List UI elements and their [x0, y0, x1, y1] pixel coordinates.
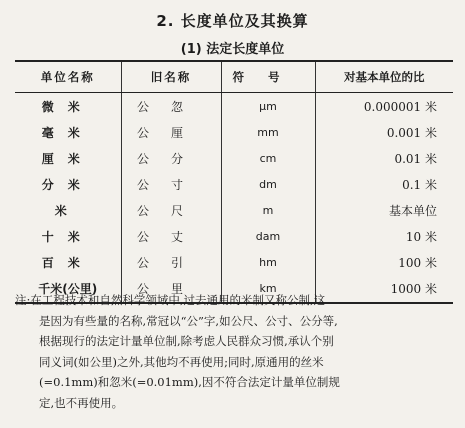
ratio-cell: 0.1 米	[402, 177, 437, 192]
symbol-cell: cm	[221, 145, 315, 171]
unit-name-cell: 毫米	[15, 119, 121, 145]
ratio-cell: 0.01 米	[394, 151, 437, 166]
symbol-cell: μm	[221, 93, 315, 120]
table-row	[15, 145, 453, 171]
symbol-cell: mm	[221, 119, 315, 145]
header-old-name: 旧名称	[121, 61, 221, 93]
old-name-cell: 公引	[121, 249, 221, 275]
header-ratio: 对基本单位的比	[315, 61, 453, 93]
old-name-cell: 公分	[121, 145, 221, 171]
footnote-line: 是因为有些量的名称,常冠以“公”字,如公尺、公寸、公分等,	[39, 313, 338, 328]
table-title: (1) 法定长度单位	[180, 42, 285, 57]
table-row	[15, 197, 453, 223]
footnote-line: 同义词(如公里)之外,其他均不再使用;同时,原通用的丝米	[39, 354, 324, 369]
unit-name-cell: 微米	[15, 93, 121, 120]
old-name-cell: 公寸	[121, 171, 221, 197]
table-row	[15, 223, 453, 249]
ratio-cell: 10 米	[405, 229, 437, 244]
ratio-cell: 100 米	[398, 255, 437, 270]
footnote-line: 定,也不再使用。	[39, 395, 124, 410]
old-name-cell: 公尺	[121, 197, 221, 223]
header-unit-name: 单位名称	[15, 61, 121, 93]
unit-name-cell: 分米	[15, 171, 121, 197]
old-name-cell: 公丈	[121, 223, 221, 249]
unit-name-cell: 千米(公里)	[15, 275, 121, 303]
table-row	[15, 119, 453, 145]
unit-name-cell: 十米	[15, 223, 121, 249]
ratio-cell: 1000 米	[390, 282, 437, 296]
footnote-line: (=0.1mm)和忽米(=0.01mm),因不符合法定计量单位制规	[39, 375, 340, 389]
symbol-cell: m	[221, 197, 315, 223]
footnote	[15, 290, 453, 413]
length-units-table	[15, 60, 453, 304]
symbol-cell: hm	[221, 249, 315, 275]
unit-name-cell: 厘米	[15, 145, 121, 171]
old-name-cell: 公厘	[121, 119, 221, 145]
table-header-row	[15, 61, 453, 93]
symbol-cell: dm	[221, 171, 315, 197]
header-symbol: 符号	[221, 61, 315, 93]
ratio-cell: 0.000001 米	[363, 99, 437, 114]
section-title: 2. 长度单位及其换算	[156, 12, 309, 30]
table-row	[15, 249, 453, 275]
footnote-line: 根据现行的法定计量单位制,除考虑人民群众习惯,承认个别	[39, 334, 334, 348]
old-name-cell: 公里	[121, 275, 221, 303]
ratio-cell: 基本单位	[388, 203, 437, 218]
symbol-cell: dam	[221, 223, 315, 249]
footnote-line: 注:在工程技术和自然科学领域中,过去通用的米制又称公制,这	[15, 293, 326, 307]
unit-name-cell: 米	[15, 197, 121, 223]
symbol-cell: km	[221, 275, 315, 303]
old-name-cell: 公忽	[121, 93, 221, 120]
ratio-cell: 0.001 米	[386, 125, 437, 140]
table-row	[15, 171, 453, 197]
table-row	[15, 93, 453, 120]
unit-name-cell: 百米	[15, 249, 121, 275]
